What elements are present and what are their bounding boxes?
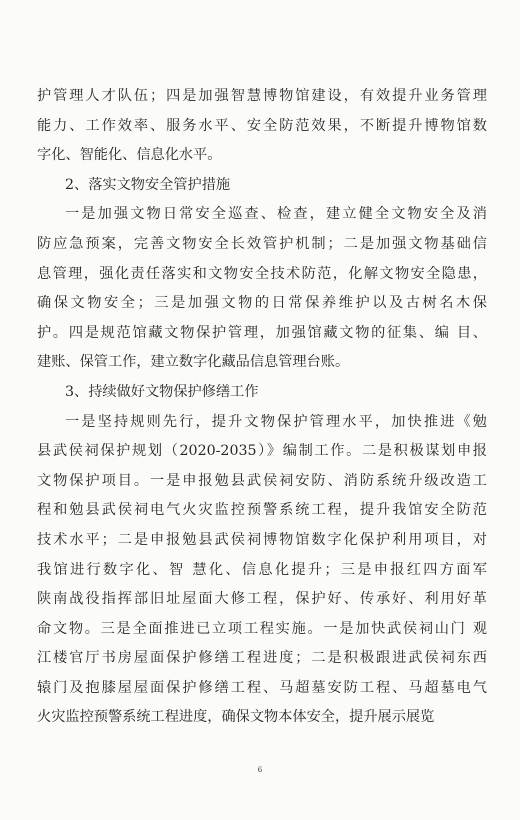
text-line: 字化、智能化、信息化水平。: [37, 147, 222, 164]
section-heading: [37, 378, 487, 408]
text-line: 辕门及抱膝屋屋面保护修缮工程、马超墓安防工程、马超墓电气: [37, 679, 487, 696]
text-line: 技术水平；二是申报勉县武侯祠博物馆数字化保护利用项目，对: [37, 531, 487, 548]
text-line: 陕南战役指挥部旧址屋面大修工程，保护好、传承好、利用好革: [37, 591, 487, 608]
text-line: 息管理，强化责任落实和文物安全技术防范，化解文物安全隐患，: [37, 265, 487, 282]
text-line: 护。四是规范馆藏文物保护管理，加强馆藏文物的征集、编 目、: [37, 324, 487, 341]
text-line: 护管理人才队伍；四是加强智慧博物馆建设，有效提升业务管理: [37, 88, 487, 104]
text-line: 县武侯祠保护规划（2020-2035）》编制工作。二是积极谋划申报: [37, 443, 487, 460]
text-line: 江楼官厅书房屋面保护修缮工程进度；二是积极跟进武侯祠东西: [37, 650, 487, 667]
paragraph: [37, 408, 487, 734]
text-line: 一是坚持规则先行，提升文物保护管理水平，加快推进《勉: [65, 413, 487, 430]
heading-text: 2、落实文物安全管护措施: [65, 176, 231, 193]
paragraph: [37, 200, 487, 378]
text-line: 建账、保管工作，建立数字化藏品信息管理台账。: [37, 354, 350, 371]
text-line: 确保文物安全；三是加强文物的日常保养维护以及古树名木保: [37, 295, 487, 312]
text-line: 能力、工作效率、服务水平、安全防范效果，不断提升博物馆数: [37, 117, 487, 134]
page-number: 6: [257, 766, 263, 774]
text-line: 我馆进行数字化、智 慧化、信息化提升；三是申报红四方面军: [37, 561, 487, 578]
text-line: 程和勉县武侯祠电气火灾监控预警系统工程，提升我馆安全防范: [37, 502, 487, 519]
text-line: 文物保护项目。一是申报勉县武侯祠安防、消防系统升级改造工: [37, 472, 487, 489]
paragraph: [37, 82, 487, 171]
text-line: 防应急预案，完善文物安全长效管护机制；二是加强文物基础信: [37, 235, 487, 252]
heading-text: 3、持续做好文物保护修缮工作: [65, 383, 259, 400]
document-body: [37, 82, 487, 733]
text-line: 命文物。三是全面推进已立项工程实施。一是加快武侯祠山门 观: [37, 620, 487, 637]
text-line: 一是加强文物日常安全巡查、检查，建立健全文物安全及消: [65, 206, 487, 223]
text-line: 火灾监控预警系统工程进度，确保文物本体安全，提升展示展览: [37, 709, 435, 726]
section-heading: [37, 171, 487, 201]
